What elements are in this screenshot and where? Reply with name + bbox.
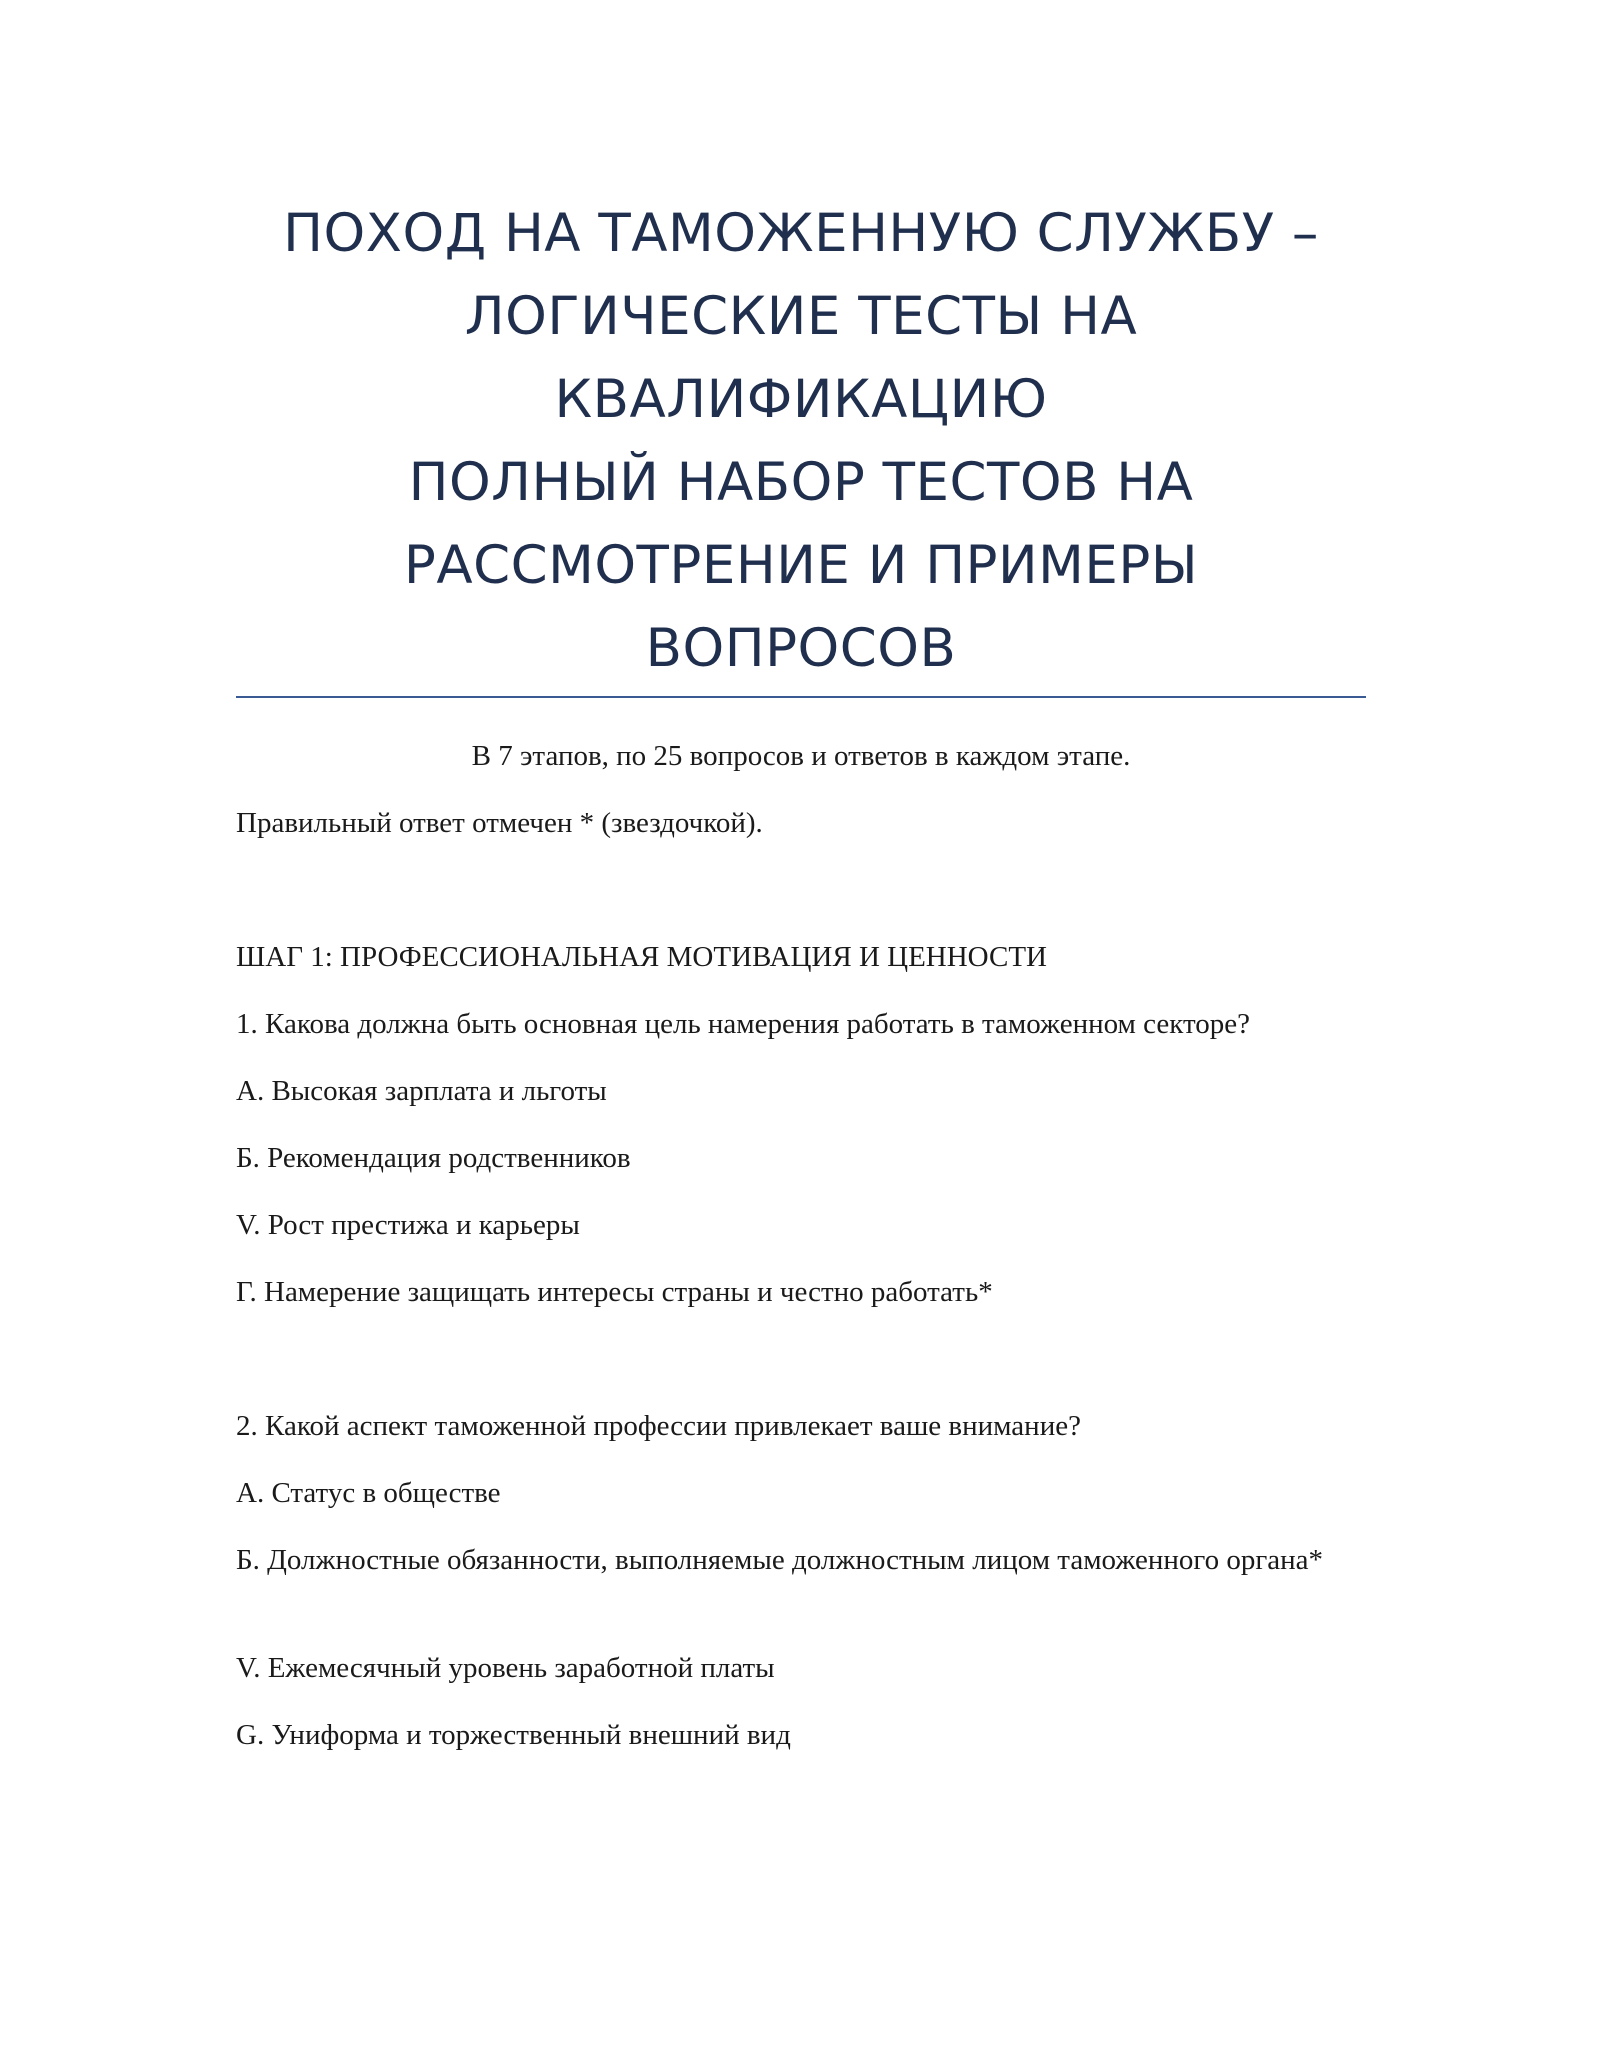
document-title [236, 192, 1366, 690]
answer-option: А. Статус в обществе [236, 1477, 501, 1509]
answer-option: А. Высокая зарплата и льготы [236, 1075, 607, 1107]
title-line: ЛОГИЧЕСКИЕ ТЕСТЫ НА [464, 286, 1138, 347]
answer-note: Правильный ответ отмечен * (звездочкой). [236, 807, 763, 839]
step-heading: ШАГ 1: ПРОФЕССИОНАЛЬНАЯ МОТИВАЦИЯ И ЦЕННОСТИ [236, 941, 1047, 973]
title-line: КВАЛИФИКАЦИЮ [554, 369, 1048, 430]
title-line: ВОПРОСОВ [645, 618, 957, 679]
title-divider [236, 696, 1366, 698]
title-line: ПОХОД НА ТАМОЖЕННУЮ СЛУЖБУ – [283, 203, 1319, 264]
title-line: ПОЛНЫЙ НАБОР ТЕСТОВ НА [408, 452, 1194, 513]
answer-option-correct: Г. Намерение защищать интересы страны и честно работать* [236, 1276, 993, 1308]
answer-option: V. Рост престижа и карьеры [236, 1209, 580, 1241]
question-text: 2. Какой аспект таможенной профессии привлекает ваше внимание? [236, 1410, 1081, 1442]
answer-option: G. Униформа и торжественный внешний вид [236, 1719, 791, 1751]
answer-option: V. Ежемесячный уровень заработной платы [236, 1652, 775, 1684]
answer-option: Б. Рекомендация родственников [236, 1142, 631, 1174]
question-text: 1. Какова должна быть основная цель намерения работать в таможенном секторе? [236, 1008, 1250, 1040]
stages-note: В 7 этапов, по 25 вопросов и ответов в каждом этапе. [471, 740, 1131, 772]
answer-option-correct: Б. Должностные обязанности, выполняемые должностным лицом таможенного органа* [236, 1544, 1323, 1576]
title-line: РАССМОТРЕНИЕ И ПРИМЕРЫ [403, 535, 1199, 596]
